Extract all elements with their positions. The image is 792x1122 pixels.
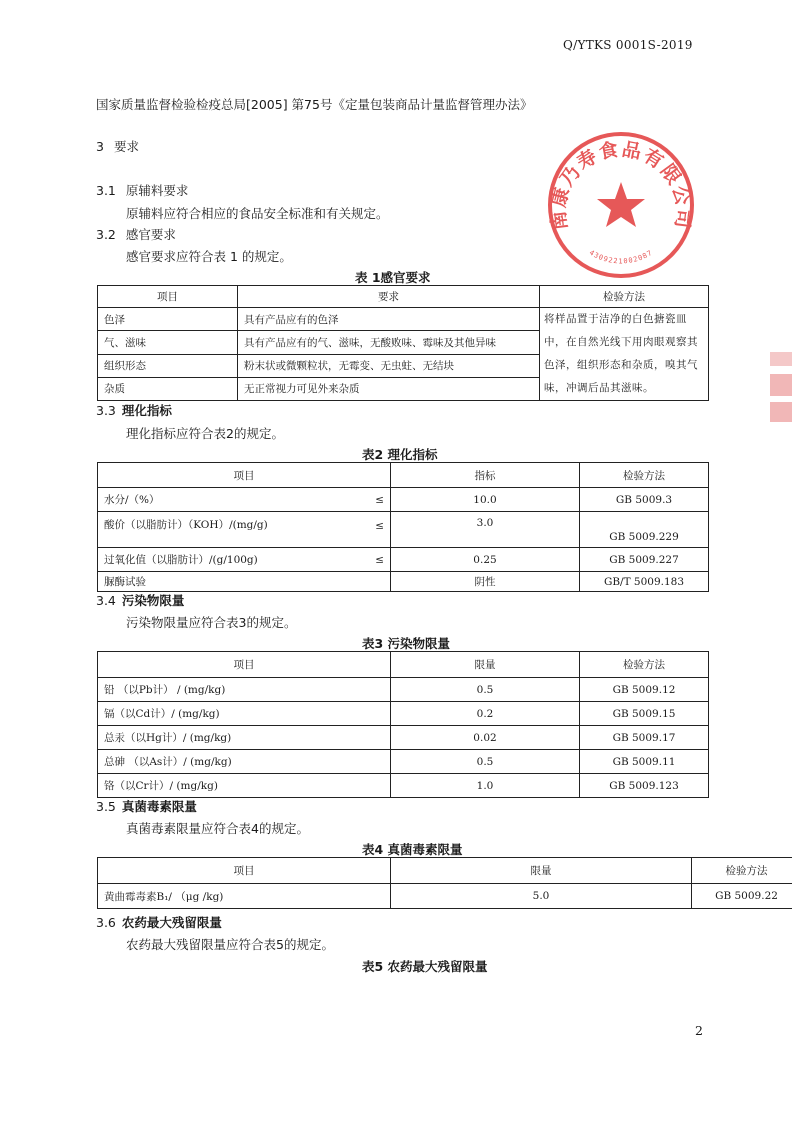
- table-cell: 具有产品应有的气、滋味，无酸败味、霉味及其他异味: [238, 331, 540, 354]
- company-seal-icon: [546, 130, 696, 280]
- section-title: 要求: [113, 139, 139, 154]
- table-cell: 总汞（以Hg计）/ (mg/kg): [98, 726, 391, 750]
- table-header-cell: 检验方法: [580, 463, 709, 488]
- table-header-cell: 项目: [98, 463, 391, 488]
- table-cell: 铬（以Cr计）/ (mg/kg): [98, 774, 391, 798]
- table-cell: GB 5009.15: [580, 702, 709, 726]
- table-header-cell: 检验方法: [692, 858, 792, 884]
- table-cell: GB 5009.17: [580, 726, 709, 750]
- table-cell: 黄曲霉毒素B₁/ （μg /kg): [98, 884, 391, 909]
- item-label: 酸价（以脂肪计）（KOH）/(mg/g): [104, 519, 268, 531]
- section-title: 理化指标: [121, 403, 172, 418]
- reference-line: 国家质量监督检验检疫总局[2005] 第75号《定量包装商品计量监督管理办法》: [96, 97, 533, 112]
- leq-symbol: ≤: [375, 520, 384, 532]
- table-cell: 无正常视力可见外来杂质: [238, 377, 540, 400]
- table-cell: 0.5: [391, 750, 580, 774]
- table-header-cell: 要求: [238, 286, 540, 308]
- table-row: [98, 884, 792, 909]
- table-3: [97, 651, 709, 798]
- leq-symbol: ≤: [375, 493, 384, 506]
- table-cell: GB 5009.229: [580, 512, 709, 548]
- section-3-4-body: 污染物限量应符合表3的规定。: [126, 615, 297, 630]
- table-cell: GB 5009.12: [580, 678, 709, 702]
- table-cell: GB 5009.22: [692, 884, 792, 909]
- table-cell: 铅 （以Pb计） / (mg/kg): [98, 678, 391, 702]
- table-row: [98, 548, 709, 572]
- section-title: 真菌毒素限量: [121, 799, 197, 814]
- section-3-3-body: 理化指标应符合表2的规定。: [126, 426, 284, 441]
- table-cell: GB/T 5009.183: [580, 572, 709, 592]
- section-3-heading: [96, 137, 139, 155]
- table-cell: 3.0: [391, 512, 580, 548]
- table-row: [98, 678, 709, 702]
- table-header-cell: 限量: [391, 652, 580, 678]
- section-number: 3.3: [96, 403, 116, 418]
- seal-text: 南康乃寿食品有限公司: [547, 138, 695, 232]
- table-2: [97, 462, 709, 592]
- table-header-cell: 检验方法: [580, 652, 709, 678]
- section-title: 感官要求: [125, 227, 176, 242]
- section-title: 农药最大残留限量: [121, 915, 222, 930]
- table-row: [98, 750, 709, 774]
- table-4-caption: 表4 真菌毒素限量: [362, 842, 463, 857]
- section-3-2-heading: [96, 225, 176, 243]
- section-3-4-heading: [96, 591, 184, 609]
- table-header-cell: 指标: [391, 463, 580, 488]
- table-cell: [98, 548, 391, 572]
- section-3-3-heading: [96, 401, 172, 419]
- section-3-2-body: 感官要求应符合表 1 的规定。: [126, 249, 292, 264]
- table-cell: 杂质: [98, 377, 238, 400]
- item-label: 脲酶试验: [104, 576, 146, 588]
- table-cell: GB 5009.227: [580, 548, 709, 572]
- table-cell: 组织形态: [98, 354, 238, 377]
- section-number: 3: [96, 139, 104, 154]
- table-2-caption: 表2 理化指标: [362, 447, 438, 462]
- table-row: [98, 726, 709, 750]
- table-3-caption: 表3 污染物限量: [362, 636, 451, 651]
- table-4: [97, 857, 792, 909]
- table-row: [98, 512, 709, 548]
- section-3-1-heading: [96, 181, 188, 199]
- section-number: 3.4: [96, 593, 116, 608]
- section-3-6-heading: [96, 913, 222, 931]
- table-cell: 5.0: [391, 884, 692, 909]
- scan-edge-mark: [770, 402, 792, 422]
- table-header-cell: 检验方法: [540, 286, 709, 308]
- table-header-cell: 限量: [391, 858, 692, 884]
- table-cell: GB 5009.123: [580, 774, 709, 798]
- table-cell: 10.0: [391, 488, 580, 512]
- section-3-1-body: 原辅料应符合相应的食品安全标准和有关规定。: [126, 206, 389, 221]
- section-number: 3.5: [96, 799, 116, 814]
- table-row: [98, 572, 709, 592]
- table-row: [98, 488, 709, 512]
- table-cell: [98, 488, 391, 512]
- seal-code: 4309221002087: [587, 248, 655, 266]
- table-1: [97, 285, 709, 401]
- item-label: 水分/（%）: [104, 494, 160, 506]
- svg-text:4309221002087: [588, 249, 654, 266]
- section-title: 原辅料要求: [125, 183, 189, 198]
- table-row: [98, 774, 709, 798]
- table-cell: GB 5009.11: [580, 750, 709, 774]
- scan-edge-mark: [770, 352, 792, 366]
- table-cell: 气、滋味: [98, 331, 238, 354]
- document-code: Q/YTKS 0001S-2019: [563, 38, 693, 52]
- table-cell: 镉（以Cd计）/ (mg/kg): [98, 702, 391, 726]
- leq-symbol: ≤: [375, 553, 384, 566]
- table-cell: [98, 572, 391, 592]
- scan-edge-mark: [770, 374, 792, 396]
- table-row: [98, 702, 709, 726]
- table-cell: GB 5009.3: [580, 488, 709, 512]
- page-number: 2: [695, 1023, 703, 1038]
- table-header-cell: 项目: [98, 286, 238, 308]
- section-3-6-body: 农药最大残留限量应符合表5的规定。: [126, 937, 334, 952]
- section-3-5-heading: [96, 797, 197, 815]
- table-cell: 0.25: [391, 548, 580, 572]
- section-title: 污染物限量: [121, 593, 185, 608]
- table-cell: 0.02: [391, 726, 580, 750]
- table-cell: 粉末状或微颗粒状，无霉变、无虫蛀、无结块: [238, 354, 540, 377]
- section-number: 3.1: [96, 183, 116, 198]
- table-cell: 0.5: [391, 678, 580, 702]
- table-cell: 0.2: [391, 702, 580, 726]
- table-header-cell: 项目: [98, 652, 391, 678]
- table-cell: 具有产品应有的色泽: [238, 308, 540, 331]
- section-3-5-body: 真菌毒素限量应符合表4的规定。: [126, 821, 309, 836]
- table-cell: [98, 512, 391, 548]
- item-label: 过氧化值（以脂肪计）/(g/100g): [104, 554, 258, 566]
- table-cell: 总砷 （以As计）/ (mg/kg): [98, 750, 391, 774]
- table-cell: 色泽: [98, 308, 238, 331]
- section-number: 3.6: [96, 915, 116, 930]
- table-cell: 阴性: [391, 572, 580, 592]
- table-cell: 1.0: [391, 774, 580, 798]
- table-header-cell: 项目: [98, 858, 391, 884]
- section-number: 3.2: [96, 227, 116, 242]
- table-5-caption: 表5 农药最大残留限量: [362, 959, 488, 974]
- table-row: [98, 308, 709, 331]
- method-note-cell: 将样品置于洁净的白色搪瓷皿中，在自然光线下用肉眼观察其色泽，组织形态和杂质，嗅其气味，冲调后品其滋味。: [540, 308, 709, 401]
- table-1-caption: 表 1感官要求: [355, 270, 431, 285]
- seal-star: [597, 182, 645, 227]
